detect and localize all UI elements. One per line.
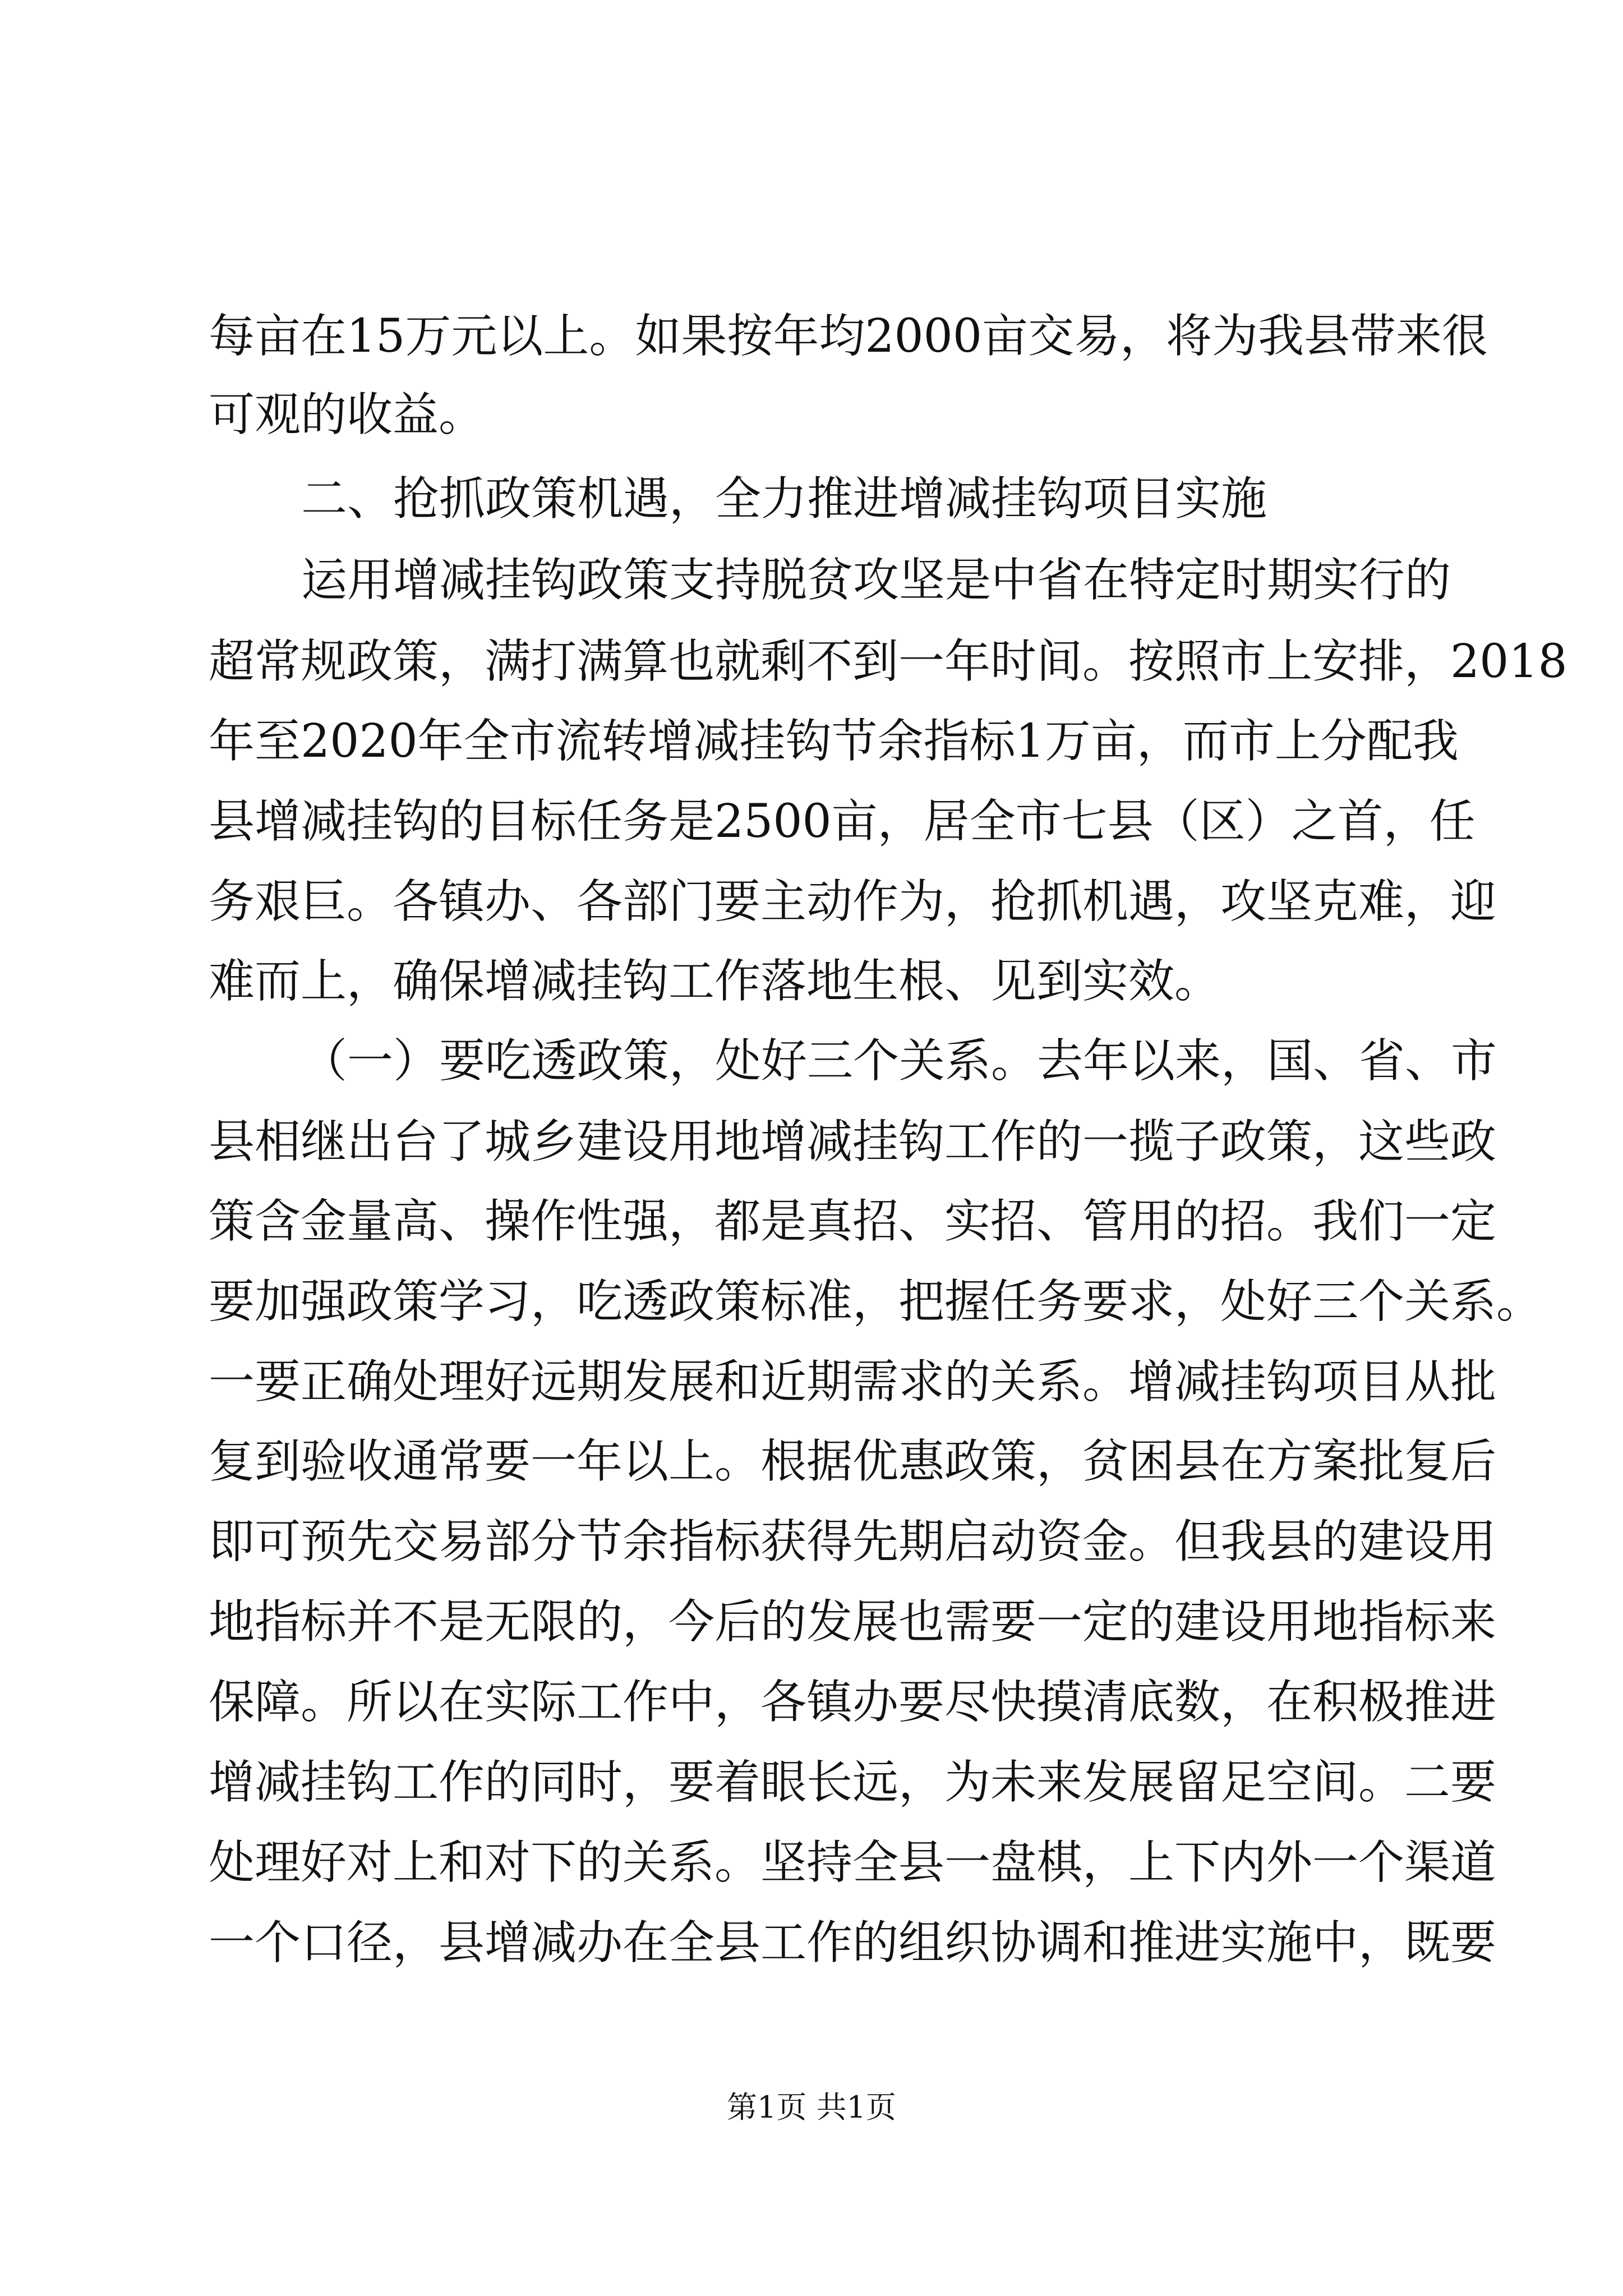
text-line: 每亩在15万元以上。如果按年均2000亩交易，将为我县带来很 xyxy=(209,310,1488,363)
text-line: 一要正确处理好远期发展和近期需求的关系。增减挂钩项目从批 xyxy=(209,1355,1497,1409)
text-line: 要加强政策学习，吃透政策标准，把握任务要求，处好三个关系。 xyxy=(209,1275,1543,1328)
text-line: 年至2020年全市流转增减挂钩节余指标1万亩，而市上分配我 xyxy=(209,715,1459,768)
text-line: 一个口径，县增减办在全县工作的组织协调和推进实施中，既要 xyxy=(209,1916,1497,1970)
text-line: 超常规政策，满打满算也就剩不到一年时间。按照市上安排，2018 xyxy=(209,635,1567,688)
subsection-heading: （一）要吃透政策，处好三个关系。去年以来，国、省、市 xyxy=(301,1034,1497,1088)
section-heading: 二、抢抓政策机遇，全力推进增减挂钩项目实施 xyxy=(301,472,1267,526)
page-number-footer: 第1页 共1页 xyxy=(727,2090,896,2125)
text-line: 地指标并不是无限的，今后的发展也需要一定的建设用地指标来 xyxy=(209,1595,1497,1649)
text-line: 复到验收通常要一年以上。根据优惠政策，贫困县在方案批复后 xyxy=(209,1435,1497,1488)
text-line: 策含金量高、操作性强，都是真招、实招、管用的招。我们一定 xyxy=(209,1195,1497,1248)
text-line: 增减挂钩工作的同时，要着眼长远，为未来发展留足空间。二要 xyxy=(209,1756,1497,1809)
text-line: 难而上，确保增减挂钩工作落地生根、见到实效。 xyxy=(209,955,1221,1008)
text-line: 即可预先交易部分节余指标获得先期启动资金。但我县的建设用 xyxy=(209,1515,1497,1568)
text-line: 运用增减挂钩政策支持脱贫攻坚是中省在特定时期实行的 xyxy=(301,554,1451,607)
text-line: 务艰巨。各镇办、各部门要主动作为，抢抓机遇，攻坚克难，迎 xyxy=(209,875,1497,928)
text-line: 可观的收益。 xyxy=(209,388,485,441)
text-line: 处理好对上和对下的关系。坚持全县一盘棋，上下内外一个渠道 xyxy=(209,1836,1497,1889)
text-line: 县相继出台了城乡建设用地增减挂钩工作的一揽子政策，这些政 xyxy=(209,1115,1497,1168)
text-line: 县增减挂钩的目标任务是2500亩，居全市七县（区）之首，任 xyxy=(209,795,1476,848)
text-line: 保障。所以在实际工作中，各镇办要尽快摸清底数，在积极推进 xyxy=(209,1676,1497,1729)
